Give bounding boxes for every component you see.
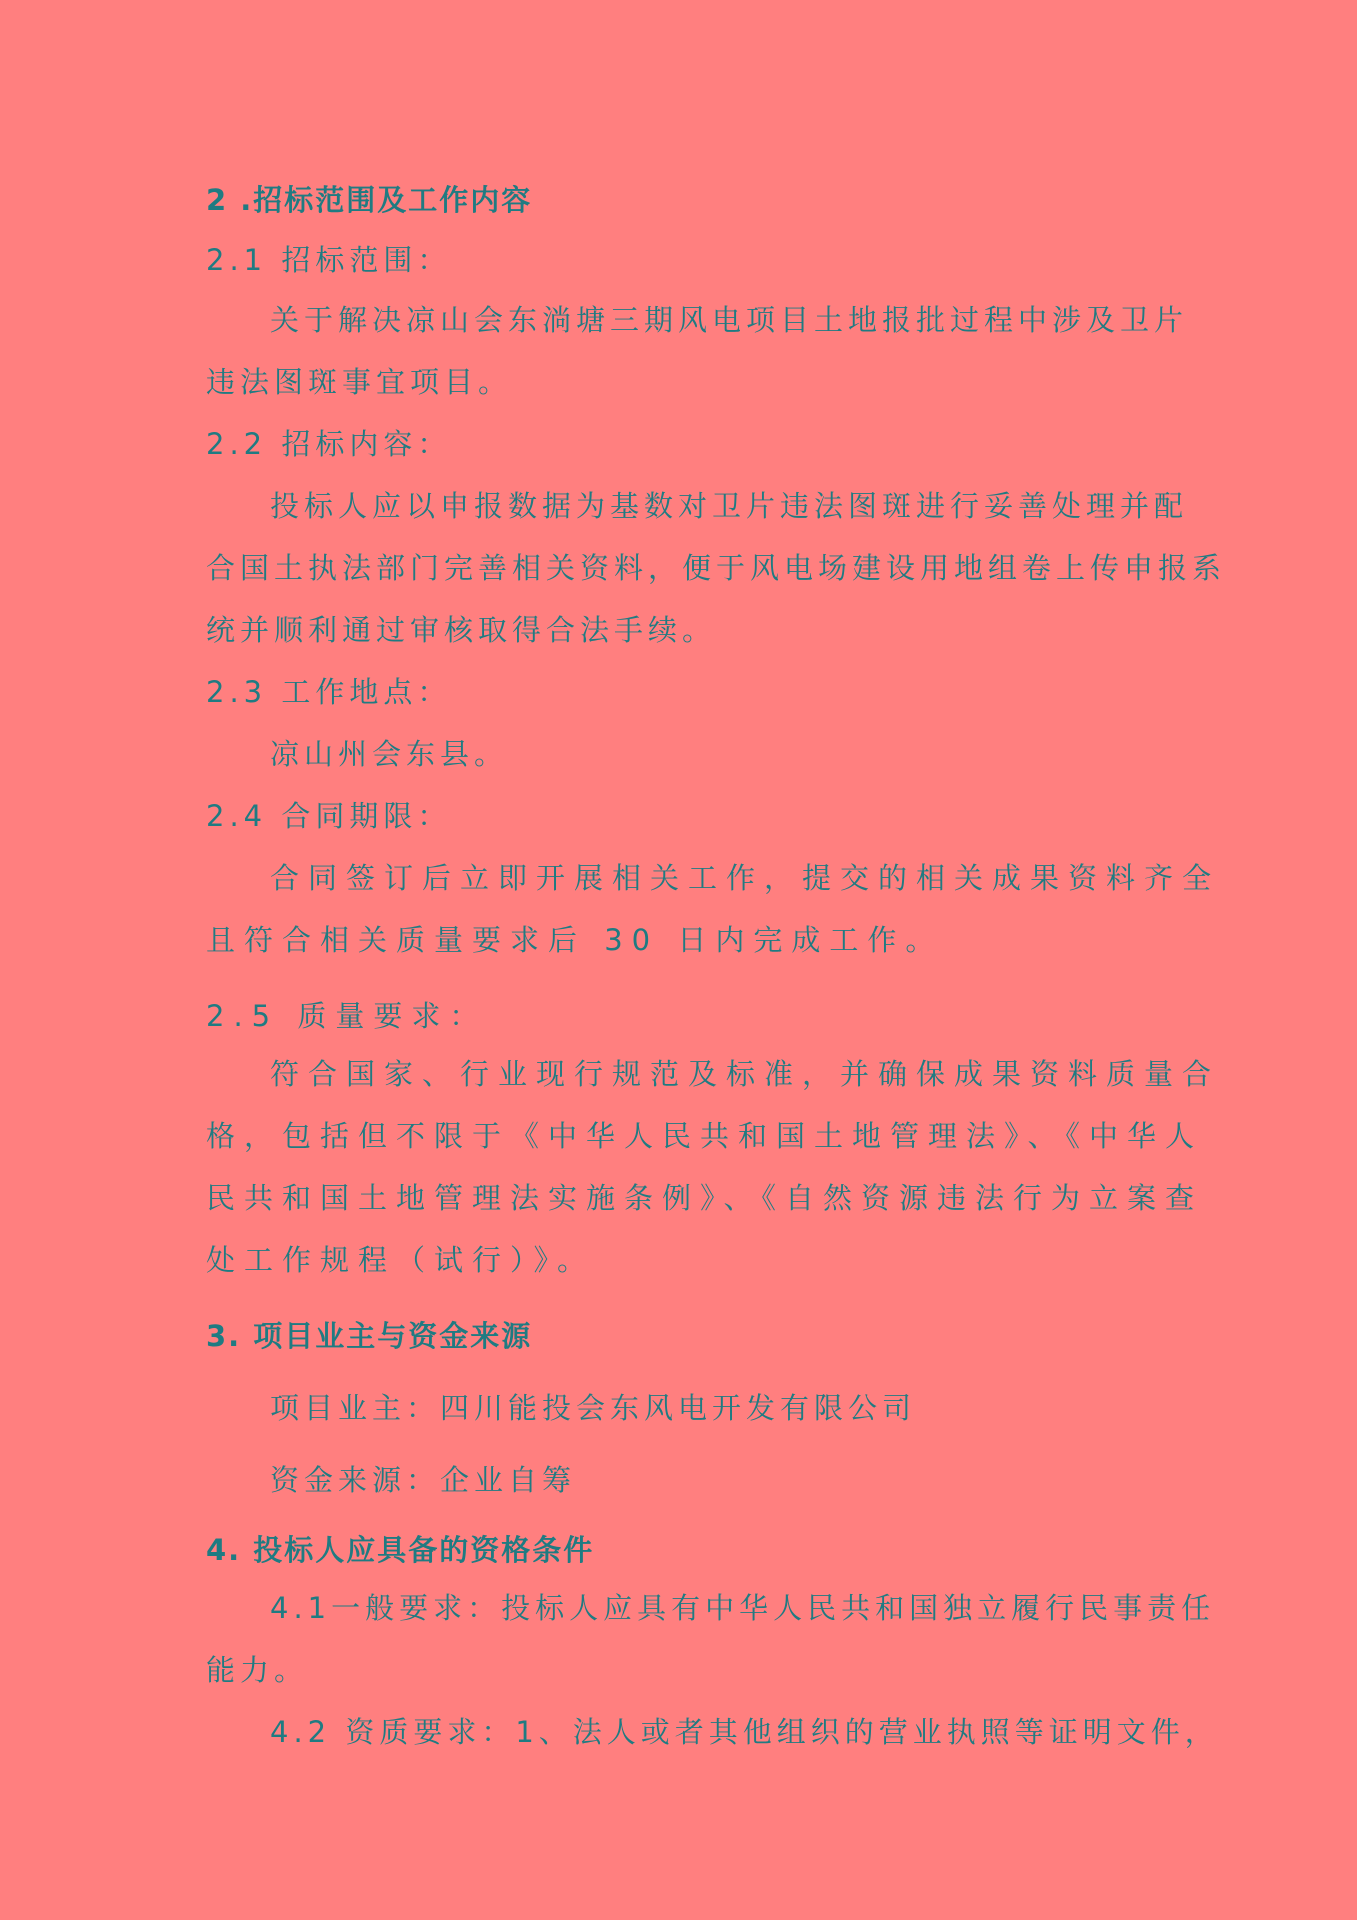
scope-label: 2.1 招标范围： [206,243,452,277]
general-requirement-line-1: 4.1一般要求：投标人应具有中华人民共和国独立履行民事责任 [270,1591,1216,1625]
period-line-1: 合同签订后立即开展相关工作，提交的相关成果资料齐全 [270,861,1221,895]
location-line-1: 凉山州会东县。 [270,737,509,771]
scope-line-2: 违法图斑事宜项目。 [206,365,513,399]
qualification-requirement-line: 4.2 资质要求：1、法人或者其他组织的营业执照等证明文件， [270,1715,1219,1749]
general-requirement-line-2: 能力。 [206,1653,309,1687]
scope-line-1: 关于解决凉山会东淌塘三期风电项目土地报批过程中涉及卫片 [270,303,1189,337]
content-line-3: 统并顺利通过审核取得合法手续。 [206,613,717,647]
section-2-heading: 2 .招标范围及工作内容 [206,183,533,217]
quality-line-3: 民共和国土地管理法实施条例》、《自然资源违法行为立案查 [206,1181,1204,1215]
owner-line: 项目业主：四川能投会东风电开发有限公司 [270,1391,917,1425]
section-4-heading: 4. 投标人应具备的资格条件 [206,1533,595,1567]
content-line-2: 合国土执法部门完善相关资料，便于风电场建设用地组卷上传申报系 [206,551,1227,585]
quality-line-4: 处工作规程（试行）》。 [206,1243,596,1277]
section-3-heading: 3. 项目业主与资金来源 [206,1319,533,1353]
quality-line-2: 格，包括但不限于《中华人民共和国土地管理法》、《中华人 [206,1119,1204,1153]
period-line-2: 且符合相关质量要求后 30 日内完成工作。 [206,923,944,957]
content-line-1: 投标人应以申报数据为基数对卫片违法图斑进行妥善处理并配 [270,489,1189,523]
location-label: 2.3 工作地点： [206,675,452,709]
content-label: 2.2 招标内容： [206,427,452,461]
period-label: 2.4 合同期限： [206,799,452,833]
quality-label: 2.5 质量要求： [206,999,488,1033]
quality-line-1: 符合国家、行业现行规范及标准，并确保成果资料质量合 [270,1057,1221,1091]
funding-line: 资金来源：企业自筹 [270,1463,577,1497]
